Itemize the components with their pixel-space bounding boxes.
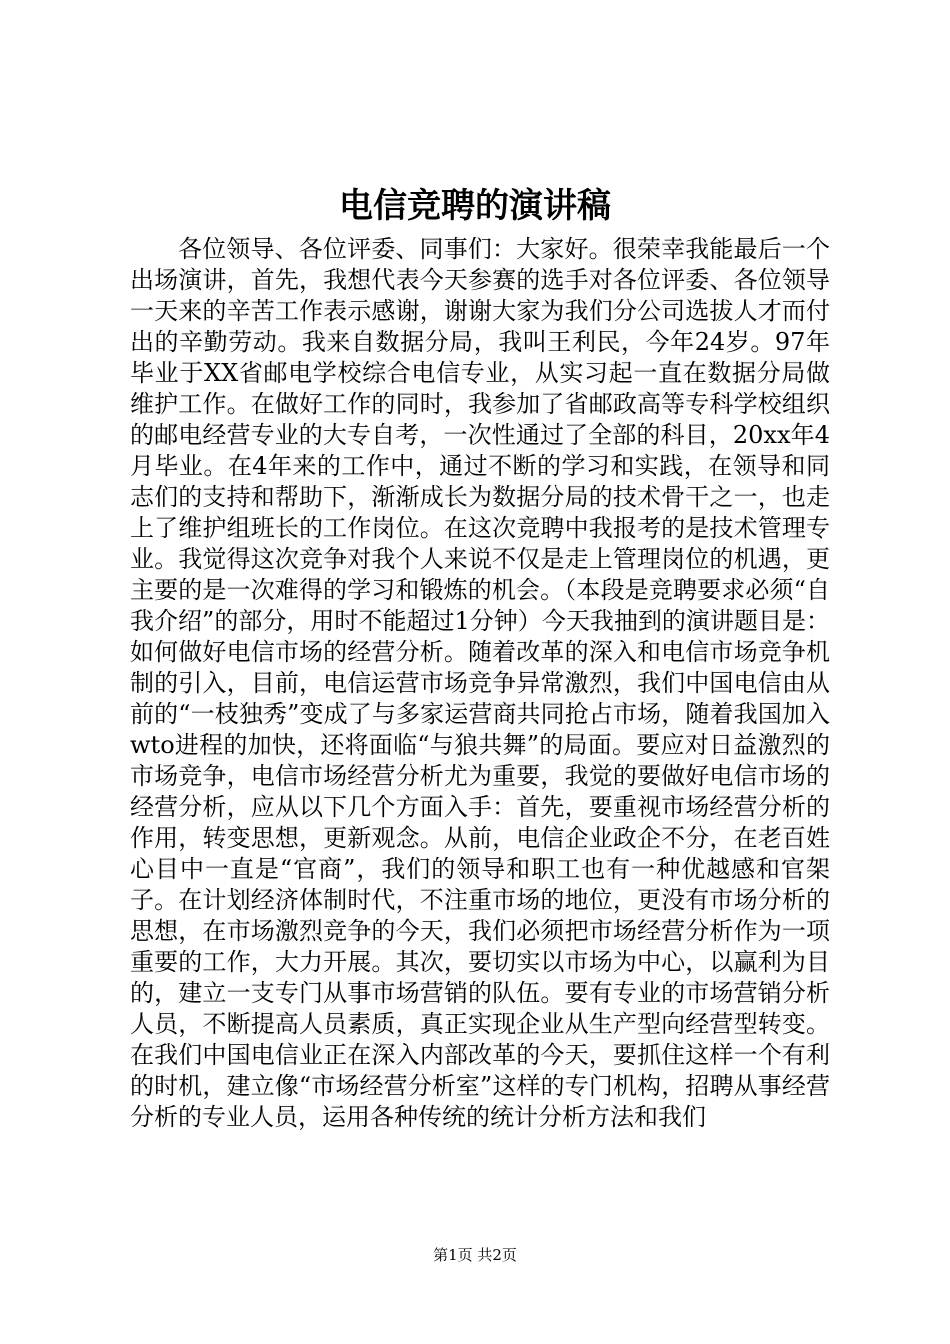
body-paragraph: 各位领导、各位评委、同事们：大家好。很荣幸我能最后一个出场演讲，首先，我想代表今天参赛的选手对各位评委、各位领导一天来的辛苦工作表示感谢，谢谢大家为我们分公司选拔人才而付出的辛勤劳动。我来自数据分局，我叫王利民，今年24岁。97年毕业于XX省邮电学校综合电信专业，从实习起一直在数据分局做维护工作。在做好工作的同时，我参加了省邮政高等专科学校组织的邮电经营专业的大专自考，一次性通过了全部的科目，20xx年4月毕业。在4年来的工作中，通过不断的学习和实践，在领导和同志们的支持和帮助下，渐渐成长为数据分局的技术骨干之一，也走上了维护组班长的工作岗位。在这次竞聘中我报考的是技术管理专业。我觉得这次竞争对我个人来说不仅是走上管理岗位的机遇，更主要的是一次难得的学习和锻炼的机会。（本段是竞聘要求必须“自我介绍”的部分，用时不能超过1分钟）今天我抽到的演讲题目是：如何做好电信市场的经营分析。随着改革的深入和电信市场竞争机制的引入，目前，电信运营市场竞争异常激烈，我们中国电信由从前的“一枝独秀”变成了与多家运营商共同抢占市场，随着我国加入wto进程的加快，还将面临“与狼共舞”的局面。要应对日益激烈的市场竞争，电信市场经营分析尤为重要，我觉的要做好电信市场的经营分析，应从以下几个方面入手：首先，要重视市场经营分析的作用，转变思想，更新观念。从前，电信企业政企不分，在老百姓心目中一直是“官商”，我们的领导和职工也有一种优越感和官架子。在计划经济体制时代，不注重市场的地位，更没有市场分析的思想，在市场激烈竞争的今天，我们必须把市场经营分析作为一项重要的工作，大力开展。其次，要切实以市场为中心，以赢利为目的，建立一支专门从事市场营销的队伍。要有专业的市场营销分析人员，不断提高人员素质，真正实现企业从生产型向经营型转变。在我们中国电信业正在深入内部改革的今天，要抓住这样一个有利的时机，建立像“市场经营分析室”这样的专门机构，招聘从事经营分析的专业人员，运用各种传统的统计分析方法和我们 [130, 235, 830, 1131]
document-body [130, 234, 830, 1133]
document-title: 电信竞聘的演讲稿 [339, 186, 611, 226]
page-number-footer: 第1页 共2页 [433, 1246, 517, 1264]
